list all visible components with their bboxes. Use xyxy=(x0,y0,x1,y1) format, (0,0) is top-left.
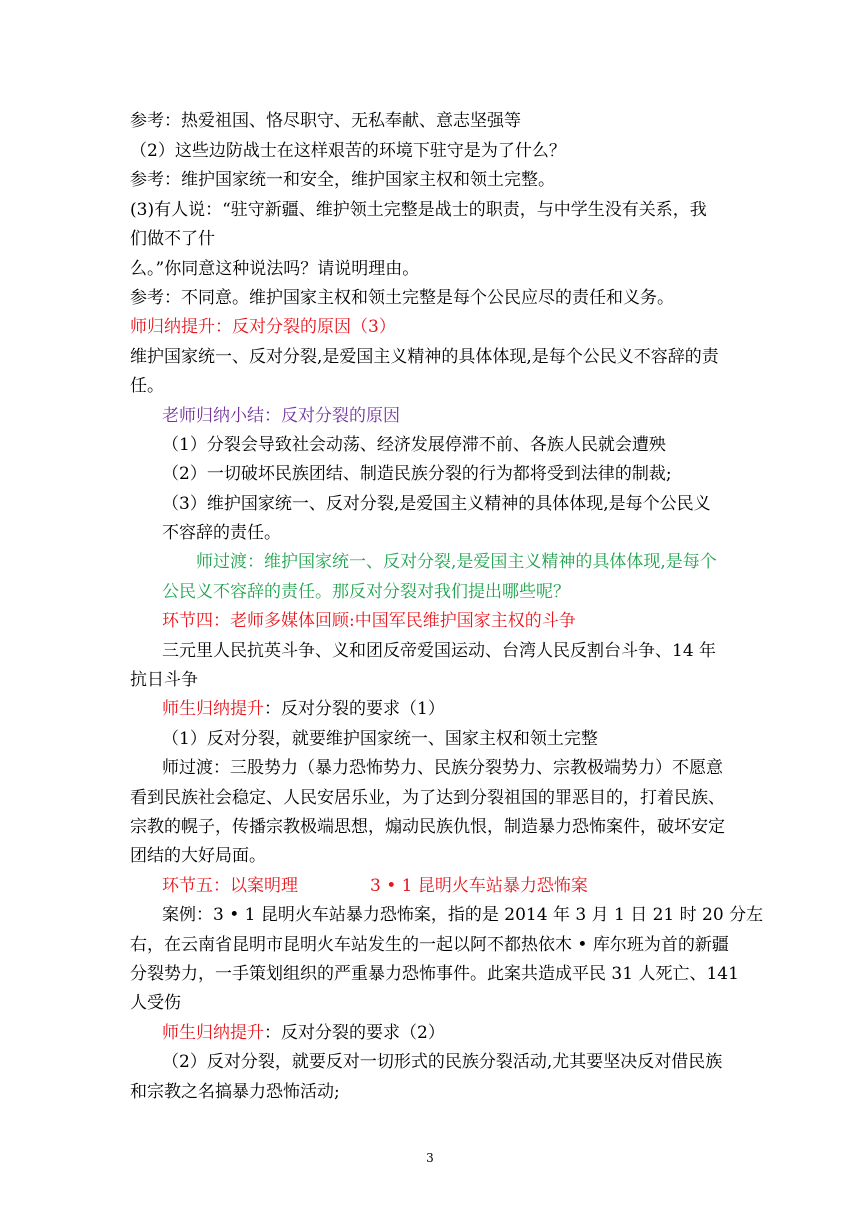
section-heading-reason-3: 师归纳提升：反对分裂的原因（3） xyxy=(130,317,396,337)
question-3-line-3: 么。”你同意这种说法吗？请说明理由。 xyxy=(130,259,420,279)
transition-line-1: 师过渡：维护国家统一、反对分裂,是爱国主义精神的具体体现,是每个 xyxy=(196,552,717,572)
paragraph-line: 抗日斗争 xyxy=(130,670,198,690)
case-title: 3 • 1 昆明火车站暴力恐怖案 xyxy=(370,876,588,896)
question-2: （2）这些边防战士在这样艰苦的环境下驻守是为了什么？ xyxy=(130,141,566,161)
summary-item-3-cont: 不容辞的责任。 xyxy=(162,523,281,543)
paragraph-line: 三元里人民抗英斗争、义和团反帝爱国运动、台湾人民反割台斗争、14 年 xyxy=(162,641,717,661)
page-number: 3 xyxy=(426,1151,434,1165)
transition-paragraph-line: 师过渡：三股势力（暴力恐怖势力、民族分裂势力、宗教极端势力）不愿意 xyxy=(162,758,723,778)
reference-answer-1: 参考：热爱祖国、恪尽职守、无私奉献、意志坚强等 xyxy=(130,111,521,131)
requirement-heading-1 xyxy=(162,696,445,722)
case-paragraph-line: 分裂势力，一手策划组织的严重暴力恐怖事件。此案共造成平民 31 人死亡、141 xyxy=(130,964,739,984)
requirement-item-2: （2）反对分裂，就要反对一切形式的民族分裂活动,尤其要坚决反对借民族 xyxy=(162,1052,723,1072)
question-3-line-1: (3)有人说：“驻守新疆、维护领土完整是战士的职责，与中学生没有关系，我 xyxy=(130,200,707,220)
summary-item-2: （2）一切破坏民族团结、制造民族分裂的行为都将受到法律的制裁; xyxy=(162,464,672,484)
reference-answer-2: 参考：维护国家统一和安全，维护国家主权和领土完整。 xyxy=(130,170,555,190)
paragraph-line: 任。 xyxy=(130,376,164,396)
requirement-heading-label: 师生归纳提升 xyxy=(162,699,264,719)
requirement-heading-2 xyxy=(162,1020,445,1046)
section-heading-step-4: 环节四：老师多媒体回顾:中国军民维护国家主权的斗争 xyxy=(162,611,576,631)
transition-paragraph-line: 宗教的幌子，传播宗教极端思想，煽动民族仇恨，制造暴力恐怖案件，破坏安定 xyxy=(130,817,725,837)
transition-line-2: 公民义不容辞的责任。那反对分裂对我们提出哪些呢？ xyxy=(162,582,570,602)
reference-answer-3: 参考：不同意。维护国家主权和领土完整是每个公民应尽的责任和义务。 xyxy=(130,288,674,308)
requirement-heading-text: ：反对分裂的要求（1） xyxy=(264,699,445,719)
requirement-item-2-cont: 和宗教之名搞暴力恐怖活动; xyxy=(130,1082,340,1102)
case-paragraph-line: 案例：3 • 1 昆明火车站暴力恐怖案，指的是 2014 年 3 月 1 日 21 时 20 分左 xyxy=(162,905,764,925)
transition-paragraph-line: 看到民族社会稳定、人民安居乐业，为了达到分裂祖国的罪恶目的，打着民族、 xyxy=(130,788,725,808)
question-3-line-2: 们做不了什 xyxy=(130,229,215,249)
summary-item-3: （3）维护国家统一、反对分裂,是爱国主义精神的具体体现,是每个公民义 xyxy=(162,494,711,514)
paragraph-line: 维护国家统一、反对分裂,是爱国主义精神的具体体现,是每个公民义不容辞的责 xyxy=(130,347,719,367)
transition-paragraph-line: 团结的大好局面。 xyxy=(130,846,266,866)
requirement-heading-label: 师生归纳提升 xyxy=(162,1023,264,1043)
requirement-item-1: （1）反对分裂，就要维护国家统一、国家主权和领土完整 xyxy=(162,729,598,749)
summary-item-1: （1）分裂会导致社会动荡、经济发展停滞不前、各族人民就会遭殃 xyxy=(162,435,666,455)
section-heading-step-5: 环节五：以案明理 xyxy=(162,876,298,896)
case-paragraph-line: 右，在云南省昆明市昆明火车站发生的一起以阿不都热依木 • 库尔班为首的新疆 xyxy=(130,935,729,955)
requirement-heading-text: ：反对分裂的要求（2） xyxy=(264,1023,445,1043)
summary-heading: 老师归纳小结：反对分裂的原因 xyxy=(162,406,400,426)
case-paragraph-line: 人受伤 xyxy=(130,993,181,1013)
